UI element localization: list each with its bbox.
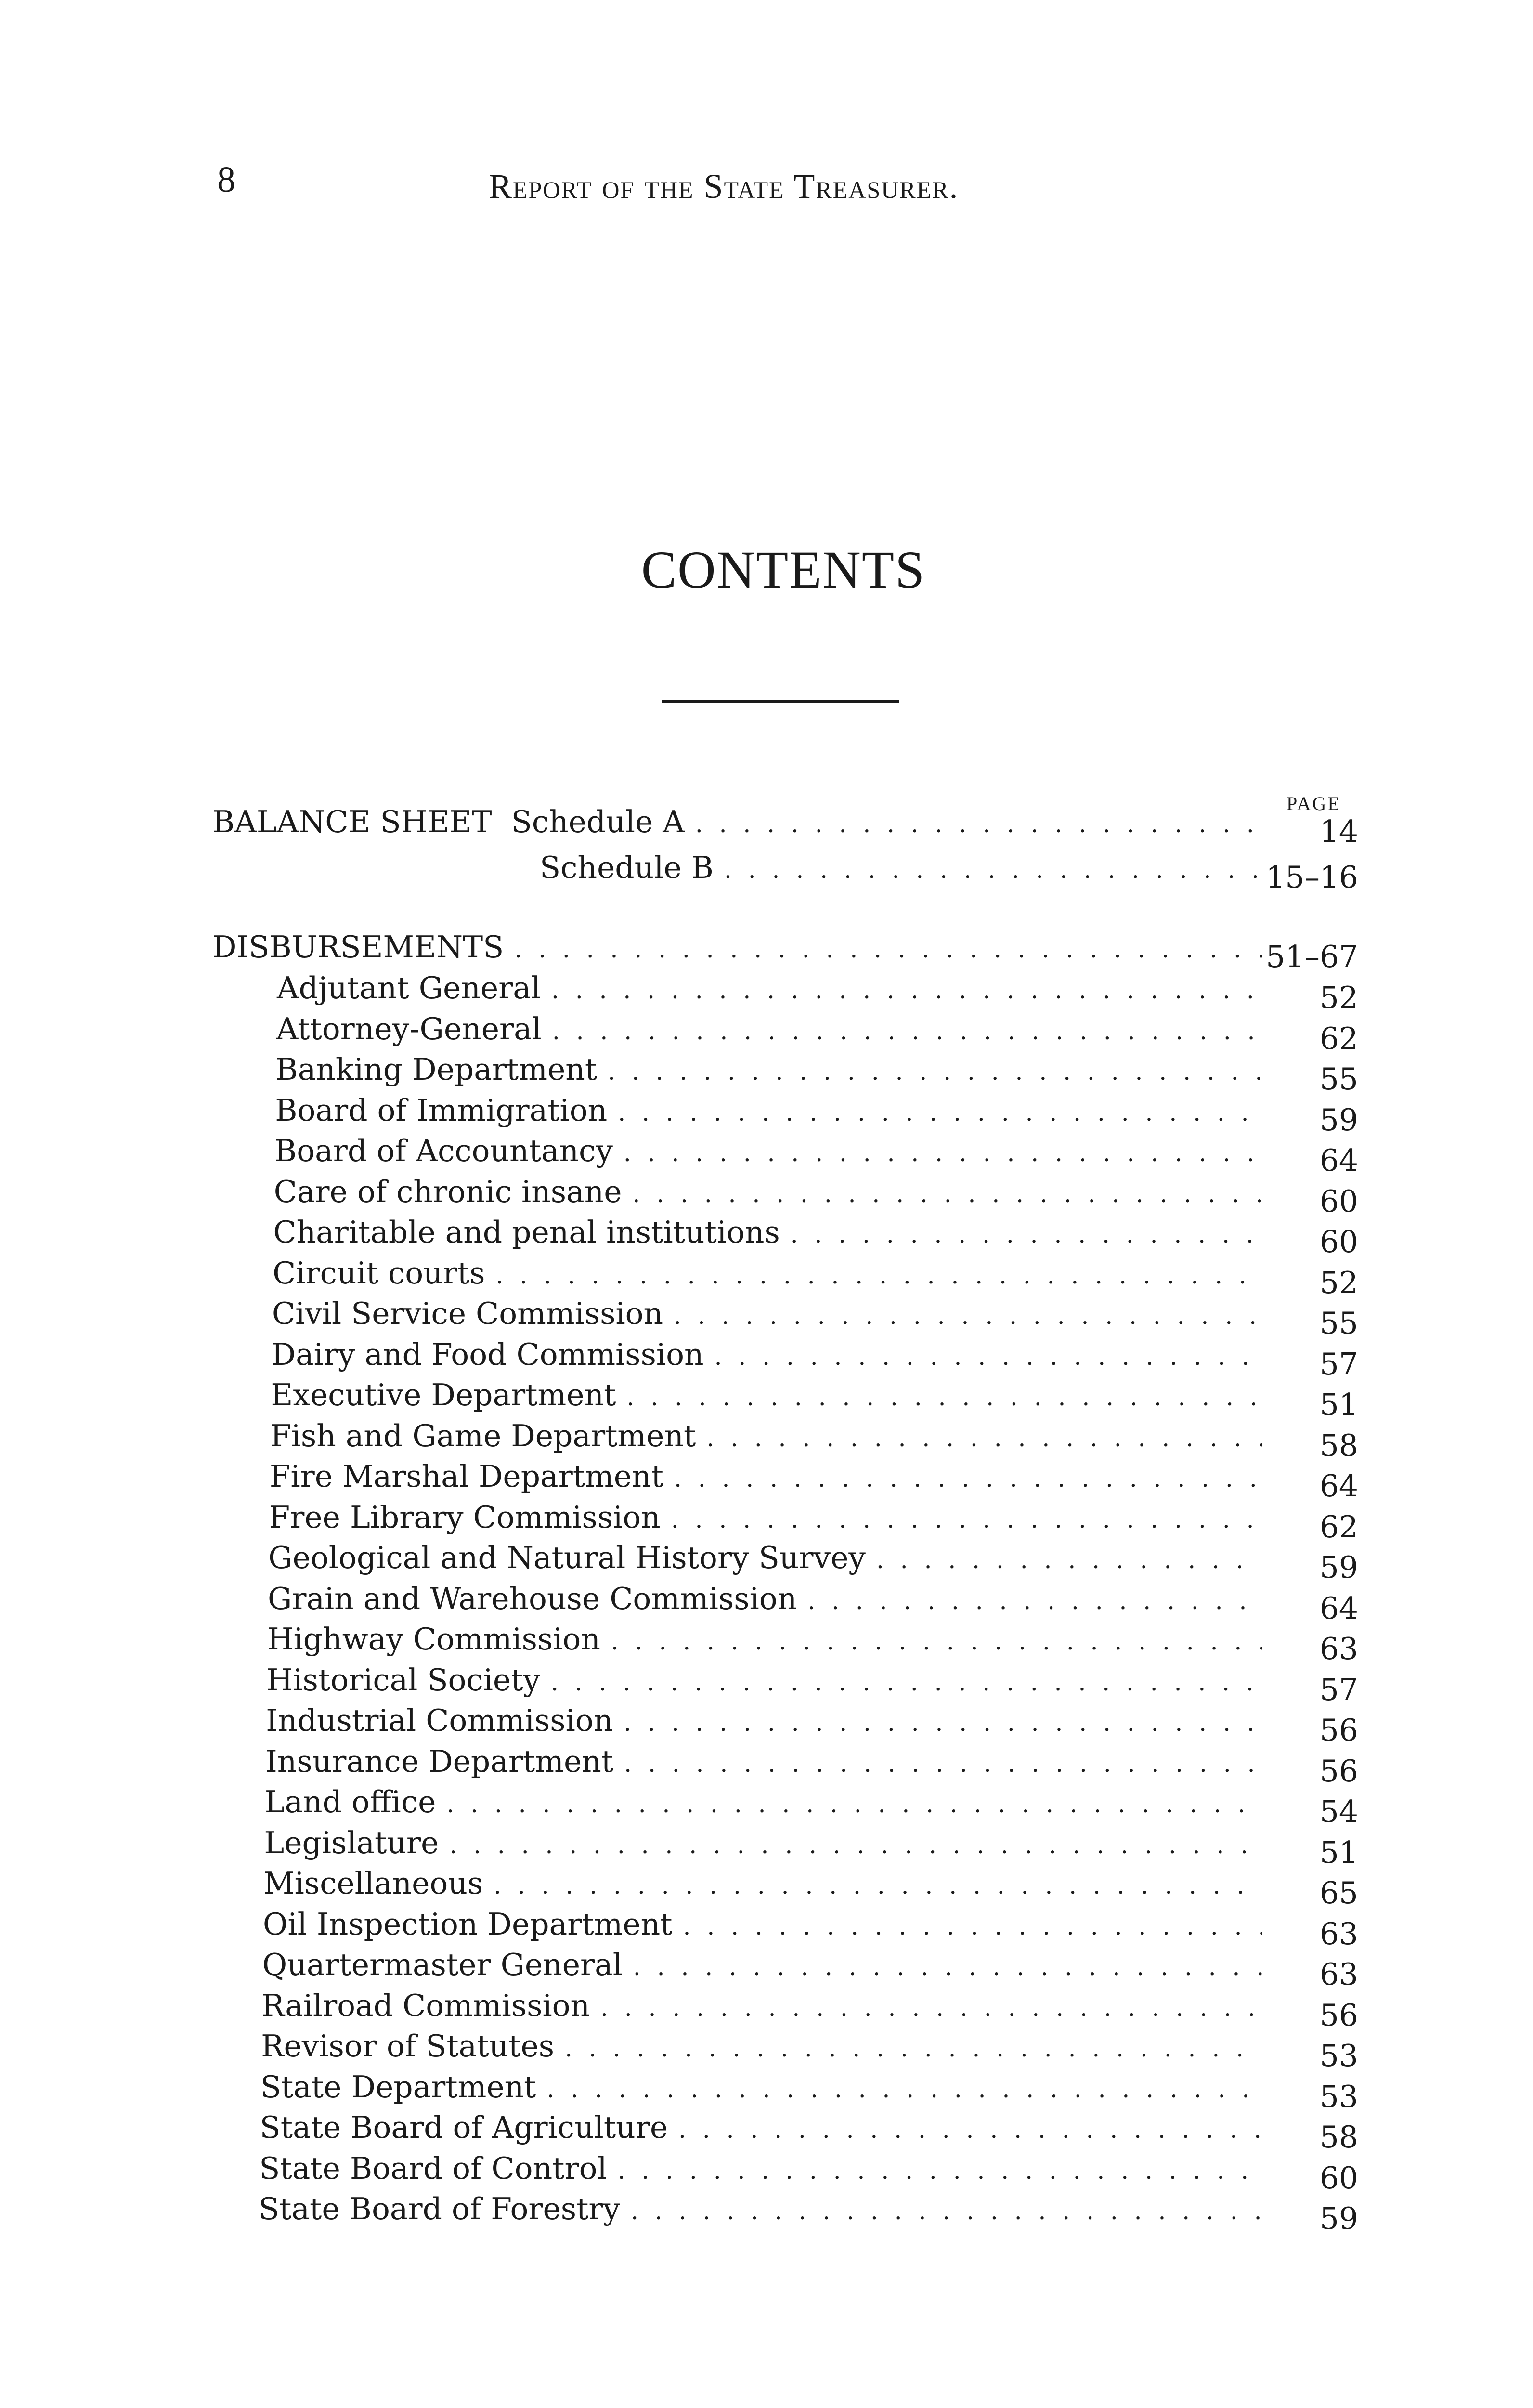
dot-leader [791, 1220, 1262, 1248]
toc-entry[interactable] [265, 1743, 1358, 1789]
toc-entry-label: Board of Accountancy [274, 1133, 613, 1168]
dot-leader [631, 2197, 1262, 2225]
toc-entry[interactable] [259, 2150, 1358, 2196]
toc-page-number: 60 [1319, 1224, 1358, 1259]
toc-entry-label: Highway Commission [267, 1622, 600, 1657]
toc-page-number: 59 [1319, 1102, 1358, 1138]
toc-entry-label: Attorney-General [276, 1011, 542, 1047]
toc-entry-label: Historical Society [266, 1662, 541, 1698]
dot-leader [551, 976, 1262, 1004]
toc-entry[interactable] [267, 1622, 1358, 1666]
dot-leader [618, 1099, 1262, 1126]
dot-leader [807, 1587, 1262, 1615]
dot-leader [633, 1953, 1262, 1981]
toc-entry-label: Executive Department [271, 1377, 616, 1413]
toc-entry-label: Grain and Warehouse Commission [268, 1581, 797, 1616]
dot-leader [724, 856, 1262, 884]
dot-leader [565, 2034, 1262, 2062]
toc-entry-label: Industrial Commission [266, 1703, 613, 1738]
toc-entry-label: Free Library Commission [269, 1499, 661, 1535]
toc-entry-label: Miscellaneous [263, 1866, 483, 1901]
toc-entry[interactable] [275, 1052, 1358, 1097]
schedule-b-label: Schedule B [540, 850, 714, 885]
toc-entry[interactable] [272, 1296, 1358, 1341]
toc-entry[interactable] [268, 1581, 1358, 1626]
running-head: Report of the State Treasurer. [489, 167, 959, 206]
toc-entry[interactable] [261, 2028, 1358, 2073]
toc-entry-label: Care of chronic insane [273, 1174, 622, 1209]
toc-entry[interactable] [273, 1174, 1358, 1219]
toc-entry[interactable] [261, 1988, 1358, 2033]
toc-entry-label: Land office [264, 1784, 436, 1819]
toc-entry-label: Adjutant General [277, 970, 541, 1006]
toc-entry[interactable] [274, 1133, 1358, 1178]
toc-page-number: 64 [1319, 1590, 1358, 1626]
toc-page-number: 56 [1319, 1997, 1358, 2033]
dot-leader [678, 2116, 1262, 2144]
toc-entry-label: Banking Department [275, 1052, 598, 1087]
title-divider [662, 700, 899, 703]
toc-page-number: 59 [1319, 2201, 1358, 2236]
section-label-balance-sheet: BALANCE SHEET [212, 804, 492, 839]
toc-page-number: 58 [1319, 2120, 1358, 2155]
toc-page-number: 51 [1319, 1834, 1358, 1870]
toc-page-number: 63 [1319, 1957, 1358, 1992]
toc-page-number: 52 [1319, 1265, 1358, 1300]
dot-leader [514, 935, 1262, 963]
toc-entry-label: Insurance Department [265, 1743, 614, 1779]
toc-entry[interactable] [276, 1011, 1358, 1056]
dot-leader [496, 1261, 1262, 1289]
toc-entry[interactable] [271, 1377, 1358, 1422]
schedule-a-label: Schedule A [511, 804, 685, 839]
toc-entry-label: Fire Marshal Department [269, 1459, 663, 1494]
toc-page-number: 51 [1319, 1387, 1358, 1422]
toc-page-number: 56 [1319, 1713, 1358, 1748]
toc-entry-label: State Department [260, 2069, 536, 2105]
dot-leader [624, 1750, 1262, 1778]
toc-entry[interactable] [277, 970, 1358, 1015]
toc-entry-label: Charitable and penal institutions [273, 1215, 780, 1250]
toc-page-number: 15–16 [1266, 860, 1358, 895]
dot-leader [674, 1465, 1262, 1492]
toc-page-number: 51–67 [1266, 939, 1358, 974]
toc-entry[interactable] [266, 1662, 1358, 1707]
page-title: CONTENTS [641, 540, 926, 599]
toc-entry[interactable] [271, 1336, 1358, 1382]
dot-leader [626, 1383, 1262, 1411]
toc-entry[interactable] [273, 1215, 1358, 1259]
dot-leader [695, 810, 1262, 838]
toc-page-number: 62 [1319, 1509, 1358, 1544]
toc-entry[interactable] [262, 1906, 1358, 1951]
toc-entry-label: Revisor of Statutes [261, 2028, 555, 2064]
dot-leader [715, 1343, 1262, 1371]
toc-entry-label: Fish and Game Department [270, 1418, 696, 1453]
dot-leader [618, 2157, 1262, 2185]
toc-entry-label: State Board of Agriculture [260, 2110, 668, 2145]
toc-entry[interactable] [259, 2191, 1358, 2236]
dot-leader [633, 1180, 1262, 1208]
toc-page-number: 59 [1319, 1550, 1358, 1585]
toc-entry-label: State Board of Control [259, 2150, 607, 2186]
dot-leader [624, 1139, 1262, 1167]
page-number: 8 [217, 159, 235, 200]
toc-entry[interactable] [275, 1092, 1358, 1138]
dot-leader [671, 1505, 1262, 1533]
toc-balance-sheet-schedule-b[interactable] [212, 850, 1358, 895]
toc-entry-label: State Board of Forestry [259, 2191, 621, 2226]
page-column-heading: PAGE [1286, 793, 1341, 814]
section-label-disbursements: DISBURSEMENTS [212, 929, 504, 965]
toc-entry[interactable] [268, 1540, 1358, 1585]
dot-leader [608, 1058, 1262, 1086]
toc-page-number: 63 [1319, 1631, 1358, 1666]
toc-balance-sheet-schedule-a[interactable] [212, 804, 1358, 849]
dot-leader [547, 2075, 1262, 2103]
toc-page-number: 53 [1319, 2079, 1358, 2114]
dot-leader [449, 1831, 1262, 1859]
toc-page-number: 52 [1319, 980, 1358, 1015]
toc-entry-label: Dairy and Food Commission [271, 1336, 704, 1372]
dot-leader [706, 1424, 1262, 1452]
toc-entry[interactable] [269, 1459, 1358, 1504]
dot-leader [494, 1871, 1262, 1899]
toc-page-number: 54 [1319, 1794, 1358, 1829]
dot-leader [551, 1668, 1262, 1696]
toc-entry[interactable] [264, 1784, 1358, 1829]
toc-label [212, 804, 695, 839]
dot-leader [611, 1627, 1262, 1655]
toc-page-number: 60 [1319, 1183, 1358, 1219]
toc-page-number: 55 [1319, 1306, 1358, 1341]
toc-entry[interactable] [262, 1947, 1358, 1992]
toc-entry-label: Geological and Natural History Survey [268, 1540, 866, 1575]
toc-page-number: 60 [1319, 2160, 1358, 2196]
toc-page-number: 58 [1319, 1427, 1358, 1463]
toc-page-number: 64 [1319, 1468, 1358, 1504]
toc-page-number: 53 [1319, 2038, 1358, 2073]
toc-entry-label: Civil Service Commission [272, 1296, 663, 1331]
toc-page-number: 57 [1319, 1672, 1358, 1707]
toc-page-number: 63 [1319, 1916, 1358, 1951]
dot-leader [674, 1302, 1262, 1330]
toc-entry-label: Board of Immigration [275, 1092, 608, 1128]
toc-entry-label: Oil Inspection Department [262, 1906, 673, 1942]
toc-entry[interactable] [263, 1866, 1358, 1911]
dot-leader [552, 1017, 1262, 1045]
toc-page-number: 14 [1319, 814, 1358, 849]
toc-entry-label: Circuit courts [273, 1255, 485, 1291]
dot-leader [446, 1790, 1262, 1818]
toc-entry-label: Railroad Commission [261, 1988, 590, 2023]
dot-leader [876, 1546, 1262, 1574]
toc-entry[interactable] [260, 2110, 1358, 2155]
toc-entry[interactable] [269, 1499, 1358, 1544]
toc-disbursements[interactable] [212, 929, 1358, 974]
dot-leader [624, 1709, 1262, 1737]
toc-page-number: 55 [1319, 1061, 1358, 1097]
toc-page-number: 56 [1319, 1753, 1358, 1789]
dot-leader [683, 1912, 1262, 1940]
toc-page-number: 57 [1319, 1346, 1358, 1382]
toc-entry-label: Legislature [264, 1825, 439, 1860]
toc-entry[interactable] [273, 1255, 1358, 1300]
toc-entry[interactable] [270, 1418, 1358, 1463]
toc-page-number: 65 [1319, 1875, 1358, 1911]
toc-page-number: 64 [1319, 1143, 1358, 1178]
toc-entry-label: Quartermaster General [262, 1947, 623, 1982]
dot-leader [600, 1994, 1262, 2022]
toc-entry[interactable] [266, 1703, 1358, 1748]
toc-page-number: 62 [1319, 1021, 1358, 1056]
toc-entry[interactable] [260, 2069, 1358, 2114]
toc-entry[interactable] [264, 1825, 1358, 1870]
